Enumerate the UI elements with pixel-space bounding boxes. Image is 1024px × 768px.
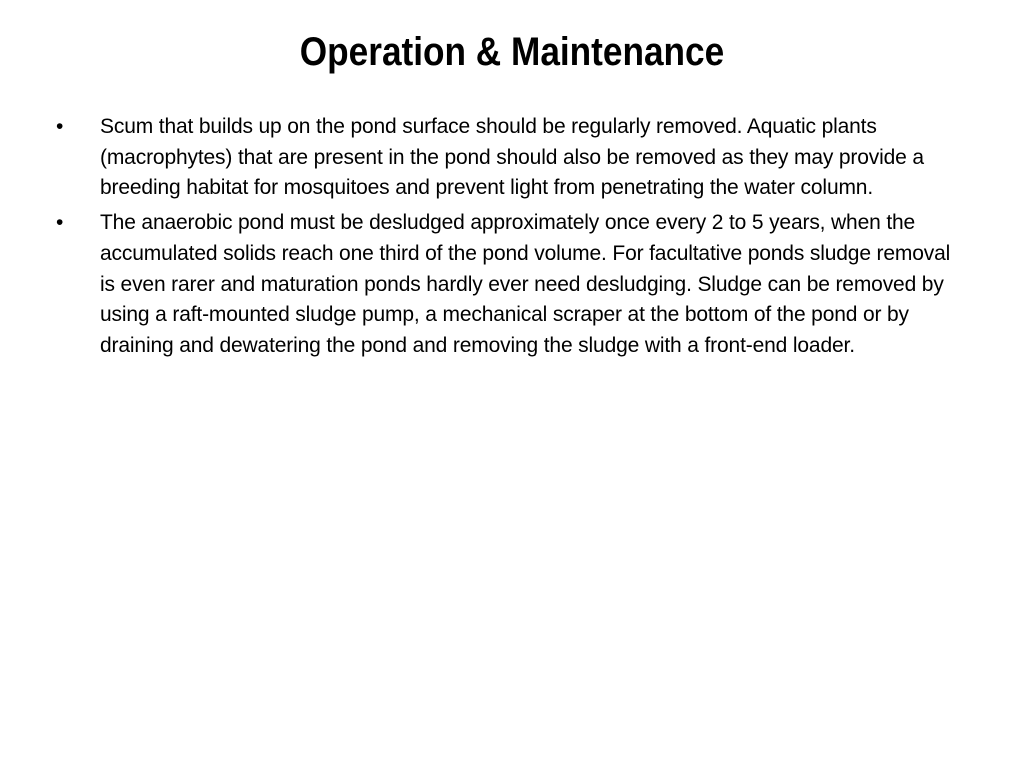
slide-content bbox=[56, 112, 966, 366]
slide-title: Operation & Maintenance bbox=[299, 30, 725, 74]
bullet-item-scum-removal bbox=[56, 112, 966, 204]
bullet-list bbox=[56, 112, 966, 362]
bullet-text: The anaerobic pond must be desludged approximately once every 2 to 5 years, when the accumulated solids reach one third of the pond volume. For facultative ponds sludge removal is even rarer and maturation ponds hardly ever need desludging. Sludge can be removed by using a raft-mounted sludge pump, a mechanical scraper at the bottom of the pond or by draining and dewatering the pond and removing the sludge with a front-end loader. bbox=[100, 211, 951, 357]
bullet-marker: • bbox=[56, 211, 64, 235]
bullet-marker: • bbox=[56, 115, 64, 138]
bullet-text: Scum that builds up on the pond surface should be regularly removed. Aquatic plants (macrophytes) that are present in the pond should also be removed as they may provide a breeding habitat for mosquitoes and prevent light from penetrating the water column. bbox=[100, 115, 924, 200]
bullet-item-desludging bbox=[56, 208, 966, 362]
